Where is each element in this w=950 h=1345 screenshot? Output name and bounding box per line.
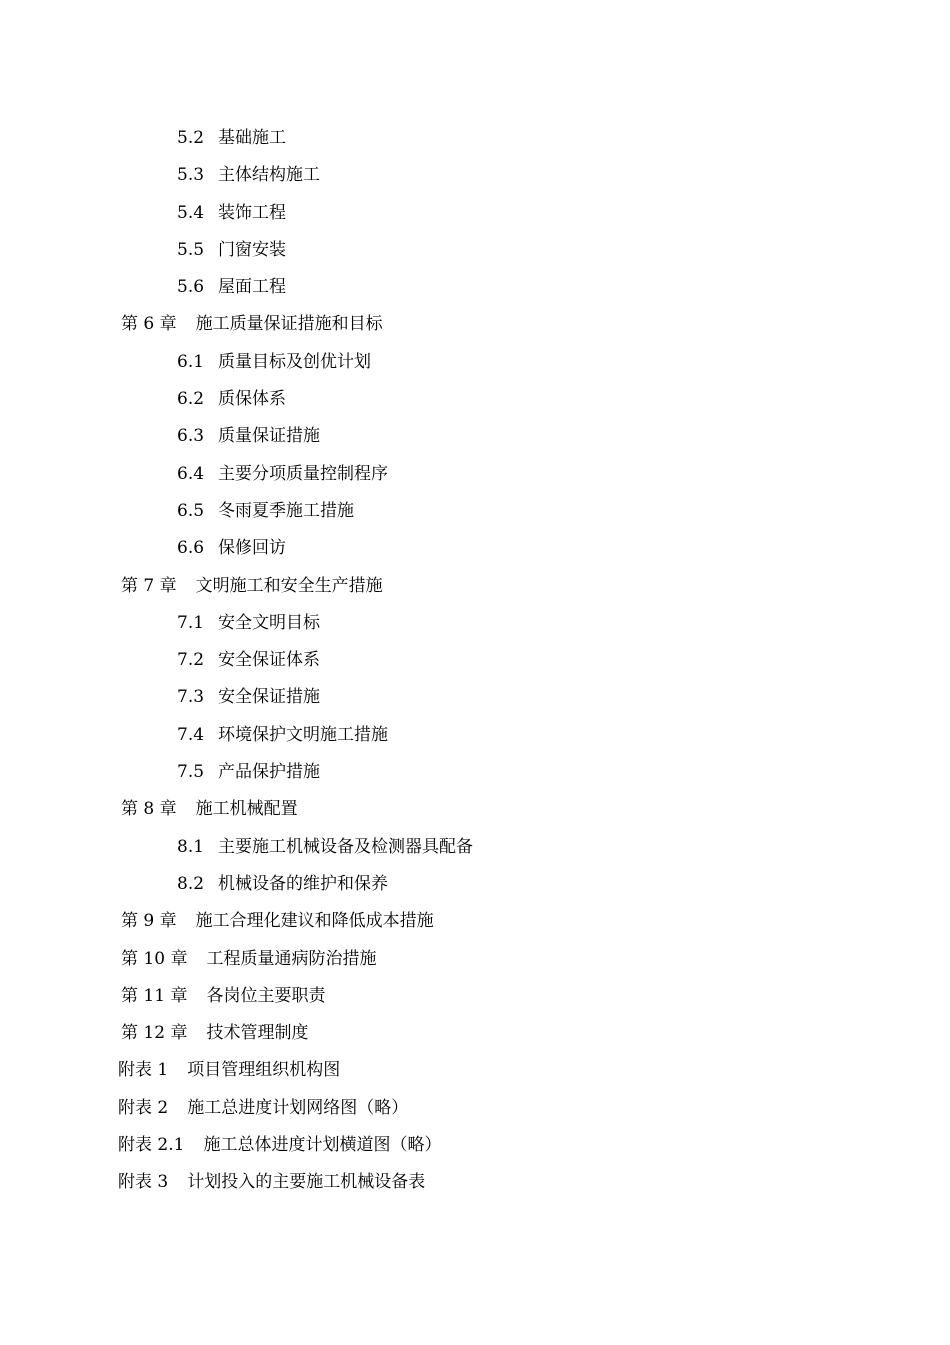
toc-entry-title: 环境保护文明施工措施 [218,724,388,745]
toc-entry-title: 施工总体进度计划横道图（略） [203,1135,442,1156]
toc-entry-number: 8.1 [177,836,205,857]
toc-entry-chapter [0,978,950,1015]
toc-entry-title: 主要施工机械设备及检测器具配备 [218,836,473,857]
toc-entry-number: 7.1 [177,612,205,633]
toc-entry-title: 产品保护措施 [218,762,320,783]
toc-entry-appendix [0,1127,950,1164]
toc-entry-section [0,679,950,716]
toc-entry-title: 主要分项质量控制程序 [218,463,388,484]
toc-entry-number: 5.4 [177,202,205,223]
toc-entry-title: 屋面工程 [218,277,286,298]
toc-entry-section [0,493,950,530]
toc-entry-title: 施工机械配置 [195,799,298,820]
toc-entry-title: 主体结构施工 [218,165,320,186]
toc-entry-title: 冬雨夏季施工措施 [218,500,354,521]
toc-entry-title: 门窗安装 [218,239,286,260]
toc-entry-number: 7.5 [177,762,205,783]
toc-entry-number: 5.3 [177,165,205,186]
toc-entry-title: 装饰工程 [218,202,286,223]
toc-entry-number: 第 9 章 [121,911,177,932]
toc-entry-title: 计划投入的主要施工机械设备表 [187,1172,426,1193]
toc-entry-section [0,120,950,157]
toc-entry-chapter [0,1015,950,1052]
toc-entry-section [0,754,950,791]
toc-entry-title: 保修回访 [218,538,286,559]
toc-entry-title: 基础施工 [218,128,286,148]
toc-entry-section [0,642,950,679]
toc-entry-title: 文明施工和安全生产措施 [195,575,383,596]
toc-entry-number: 6.5 [177,500,205,521]
toc-entry-title: 施工合理化建议和降低成本措施 [195,911,434,932]
toc-entry-title: 安全保证体系 [218,650,320,671]
toc-entry-number: 第 12 章 [121,1023,188,1044]
toc-entry-number: 7.3 [177,687,205,708]
table-of-contents [0,120,950,1202]
toc-entry-number: 第 8 章 [121,799,177,820]
toc-entry-number: 5.2 [177,128,205,148]
toc-entry-section [0,530,950,567]
toc-entry-section [0,456,950,493]
toc-entry-chapter [0,941,950,978]
toc-entry-number: 8.2 [177,873,205,894]
toc-entry-section [0,381,950,418]
toc-entry-number: 7.4 [177,724,205,745]
toc-entry-chapter [0,306,950,343]
toc-entry-section [0,269,950,306]
toc-entry-appendix [0,1052,950,1089]
toc-entry-number: 附表 2.1 [118,1135,185,1156]
toc-entry-title: 工程质量通病防治措施 [206,948,377,969]
toc-entry-title: 施工总进度计划网络图（略） [187,1097,409,1118]
toc-entry-section [0,157,950,194]
toc-entry-number: 5.6 [177,277,205,298]
toc-entry-section [0,418,950,455]
toc-entry-number: 第 6 章 [121,314,177,335]
toc-entry-appendix [0,1164,950,1201]
toc-entry-title: 机械设备的维护和保养 [218,873,388,894]
toc-entry-number: 第 7 章 [121,575,177,596]
toc-entry-number: 6.6 [177,538,205,559]
toc-entry-section [0,866,950,903]
toc-entry-number: 5.5 [177,239,205,260]
toc-entry-chapter [0,568,950,605]
toc-entry-title: 质量保证措施 [218,426,320,447]
toc-entry-number: 6.1 [177,351,205,372]
toc-entry-number: 6.4 [177,463,205,484]
toc-entry-section [0,717,950,754]
toc-entry-section [0,829,950,866]
toc-entry-section [0,344,950,381]
toc-entry-section [0,605,950,642]
toc-entry-section [0,232,950,269]
toc-entry-title: 安全保证措施 [218,687,320,708]
toc-entry-number: 6.3 [177,426,205,447]
toc-entry-number: 6.2 [177,389,205,410]
toc-entry-number: 7.2 [177,650,205,671]
toc-entry-chapter [0,903,950,940]
toc-entry-number: 附表 3 [118,1172,169,1193]
toc-entry-title: 质保体系 [218,389,286,410]
toc-entry-title: 安全文明目标 [218,612,320,633]
toc-entry-title: 质量目标及创优计划 [218,351,371,372]
toc-entry-title: 项目管理组织机构图 [187,1060,341,1081]
toc-entry-number: 第 10 章 [121,948,188,969]
toc-entry-title: 技术管理制度 [206,1023,309,1044]
toc-entry-title: 各岗位主要职责 [206,985,326,1006]
toc-entry-number: 附表 1 [118,1060,169,1081]
toc-entry-number: 第 11 章 [121,985,188,1006]
toc-entry-section [0,195,950,232]
toc-entry-appendix [0,1090,950,1127]
toc-entry-number: 附表 2 [118,1097,169,1118]
toc-entry-title: 施工质量保证措施和目标 [195,314,383,335]
toc-entry-chapter [0,791,950,828]
